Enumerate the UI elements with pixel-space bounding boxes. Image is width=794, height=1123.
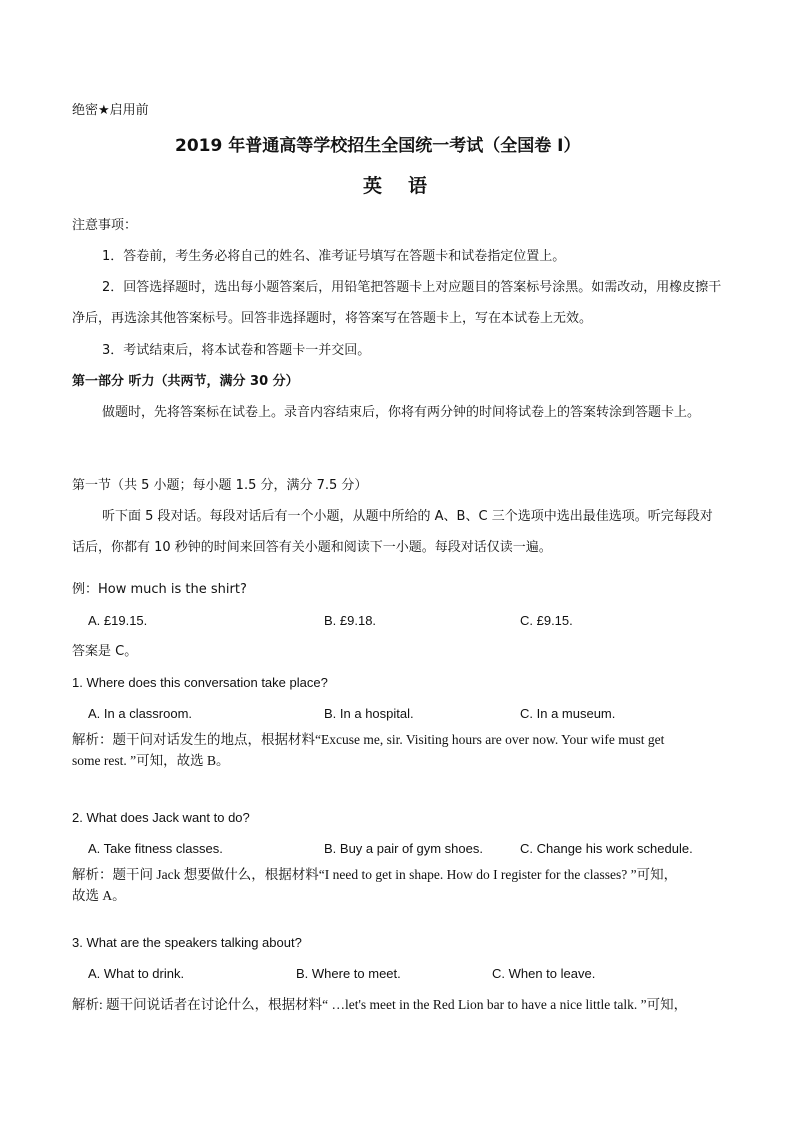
q2-analysis-line2: 故选 A。 xyxy=(72,888,126,903)
notes-heading: 注意事项： xyxy=(72,218,138,233)
q3-analysis-line1: 解析: 题干问说话者在讨论什么，根据材料“ …let's meet in the Red Lion bar to have a nice little talk. ”可知， xyxy=(72,997,688,1012)
exam-title: 2019 年普通高等学校招生全国统一考试（全国卷 I） xyxy=(175,136,581,156)
q3-option-c: C. When to leave. xyxy=(492,966,596,981)
secret-label: 绝密★启用前 xyxy=(72,103,149,118)
subject-title: 英语 xyxy=(363,175,454,197)
q1-analysis-line2: some rest. ”可知，故选 B。 xyxy=(72,753,230,768)
example-option-c: C. £9.15. xyxy=(520,613,573,628)
example-option-b: B. £9.18. xyxy=(324,613,377,628)
q2-analysis-line1: 解析：题干问 Jack 想要做什么，根据材料“I need to get in shape. How do I register for the classes? ”可知， xyxy=(72,867,678,882)
q2-option-c: C. Change his work schedule. xyxy=(520,841,693,856)
q3-option-b: B. Where to meet. xyxy=(296,966,401,981)
part1-instruction: 做题时，先将答案标在试卷上。录音内容结束后，你将有两分钟的时间将试卷上的答案转涂到答题卡上。 xyxy=(102,405,701,420)
q1-option-a: A. In a classroom. xyxy=(88,706,193,721)
note-item-2: 2．回答选择题时，选出每小题答案后，用铅笔把答题卡上对应题目的答案标号涂黑。如需改动，用橡皮擦干净后，再选涂其他答案标号。回答非选择题时，将答案写在答题卡上，写在本试卷上无效。 xyxy=(72,280,722,326)
q2-option-b: B. Buy a pair of gym shoes. xyxy=(324,841,483,856)
q3-option-a: A. What to drink. xyxy=(88,966,185,981)
q1-option-c: C. In a museum. xyxy=(520,706,616,721)
part1-heading: 第一部分 听力（共两节，满分 30 分） xyxy=(72,374,299,389)
q1-analysis-line1: 解析：题干问对话发生的地点，根据材料“Excuse me, sir. Visiting hours are over now. Your wife must get xyxy=(72,732,665,747)
example-question: 例：How much is the shirt? xyxy=(72,582,247,597)
q1-option-b: B. In a hospital. xyxy=(324,706,414,721)
question-2: 2. What does Jack want to do? xyxy=(72,810,250,825)
section1-instruction: 听下面 5 段对话。每段对话后有一个小题，从题中所给的 A、B、C 三个选项中选出最佳选项。听完每段对话后，你都有 10 秒钟的时间来回答有关小题和阅读下一小题。每段对话仅读一遍。 xyxy=(72,509,713,555)
note-item-1: 1．答卷前，考生务必将自己的姓名、准考证号填写在答题卡和试卷指定位置上。 xyxy=(102,249,566,264)
question-1: 1. Where does this conversation take place? xyxy=(72,675,328,690)
section1-heading: 第一节（共 5 小题；每小题 1.5 分，满分 7.5 分） xyxy=(72,478,368,493)
example-answer: 答案是 C。 xyxy=(72,644,138,659)
example-option-a: A. £19.15. xyxy=(88,613,148,628)
note-item-3: 3．考试结束后，将本试卷和答题卡一并交回。 xyxy=(102,343,371,358)
q2-option-a: A. Take fitness classes. xyxy=(88,841,223,856)
question-3: 3. What are the speakers talking about? xyxy=(72,935,302,950)
